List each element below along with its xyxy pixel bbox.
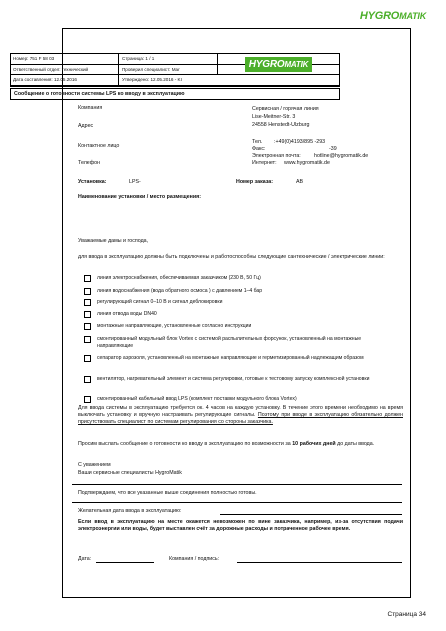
time-text: Для ввода системы в эксплуатацию требуется ок. 4 часов на каждую установку. В течение этого времени необходимо на время выключать установку и вручную настраивать регулирующие сигналы. [78,405,403,418]
header-department: Ответственный отдел: технический [11,65,119,75]
divider [72,484,402,485]
date-field[interactable] [96,562,154,563]
header-logo [217,54,339,75]
service-web-label: Интернет: [252,160,277,166]
signature-label: Компания / подпись: [169,556,220,562]
service-email: hotline@hygromatik.de [314,153,369,159]
request-paragraph [78,441,403,448]
regards: С уважением [78,462,111,468]
checkbox-drain[interactable] [84,311,91,318]
checkbox-vortex[interactable] [84,336,91,343]
desired-date-field[interactable] [220,514,402,515]
service-tel: :+49(0)4193/895 -293 [274,139,326,145]
header-page: Страница: 1 / 1 [122,56,155,61]
checkbox-power[interactable] [84,275,91,282]
time-paragraph [78,405,403,426]
confirm-text: Подтверждаем, что все указанные выше соединения полностью готовы. [78,490,257,496]
service-email-label: Электронная почта: [252,153,301,159]
check-item-drain: линия отвода воды DN40 [97,311,157,317]
document-header-table [10,53,340,87]
header-logo-mark [245,57,312,72]
address-label: Адрес [78,123,94,129]
check-item-vortex: смонтированный модульный блок Vortex с системой распылительных форсунок, установленный на монтажные направляющие [97,336,362,349]
brand-logo-part2: MATIK [399,11,426,21]
phone-label: Телефон [78,160,100,166]
check-item-signal: регулирующий сигнал 0–10 В и сигнал деблокировки [97,299,223,305]
service-city: 24558 Henstedt-Ulzburg [252,122,310,128]
header-approved: Утверждено: 12.05.2016 - KI [122,77,182,82]
intro-text: для ввода в эксплуатацию должны быть подключены и работоспособны следующие сантехнические / электрические линии: [78,254,385,260]
page-number: Страница 34 [387,611,426,618]
service-web: www.hygromatik.de [284,160,330,166]
header-row [11,75,339,86]
warning-text: Если ввод в эксплуатацию на месте окажется невозможен по вине заказчика, например, из-за отсутствия подачи электроэнергии или воды, будет выставлен счёт за дорожные расходы и потраченное рабочее время. [78,519,403,532]
checkbox-water[interactable] [84,288,91,295]
header-created-date: Дата составления: 12.05.2016 [11,75,119,85]
check-item-cable: смонтированный кабельный ввод LPS (комплект поставки модульного блока Vortex) [97,396,297,402]
request-text-end: до даты ввода. [337,441,375,447]
service-tel-label: Тел. [252,139,263,145]
desired-date-label: Желательная дата ввода в эксплуатацию: [78,508,182,514]
time-text-underlined: Поэтому при вводе в эксплуатацию обязательно должен присутствовать специалист по системам регулирования со стороны заказчика. [78,411,403,425]
signature-field[interactable] [237,562,402,563]
checkbox-signal[interactable] [84,299,91,306]
check-item-fan: вентилятор, нагревательный элемент и система регулировки, готовые к тестовому запуску комплексной установки [97,376,370,382]
header-logo-part2: MATIK [284,60,309,69]
check-item-separator: сепаратор аэрозоля, установленный на монтажные направляющие и герметизированный надлежащим образом [97,355,364,361]
order-value: AB [296,179,304,185]
request-text: Просим выслать сообщение о готовности ко вводу в эксплуатацию по возможности за [78,441,291,447]
contact-label: Контактное лицо [78,143,120,149]
date-label: Дата: [78,556,92,562]
request-days: 10 рабочих дней [292,441,336,447]
check-item-water: линия водоснабжения (вода обратного осмоса ) с давлением 1–4 бар [97,288,263,294]
checkbox-fan[interactable] [84,376,91,383]
header-checked-by: Проверил специалист: Mar [122,66,180,72]
install-value: LPS- [129,179,141,185]
site-label: Наименование установки / место размещения: [78,194,201,200]
header-logo-part1: HYGRO [248,59,285,70]
service-street: Lise-Meitner-Str. 3 [252,114,296,120]
service-fax: -39 [329,146,337,152]
brand-logo-part1: HYGRO [359,10,400,22]
header-number: Номер: 751 F 58 03 [11,54,119,64]
service-fax-label: Факс: [252,146,266,152]
service-name: Сервисная / горячая линия [252,106,319,112]
checkbox-separator[interactable] [84,355,91,362]
order-label: Номер заказа: [236,179,274,185]
document-title: Сообщение о готовности системы LPS ко вводу в эксплуатацию [10,88,340,100]
greeting: Уважаемые дамы и господа, [78,238,149,244]
check-item-power: линия электроснабжения, обеспечиваемая заказчиком (230 В, 50 Гц) [97,275,261,281]
checkbox-cable[interactable] [84,396,91,403]
divider [72,502,402,503]
check-item-rails: монтажные направляющие, установленные согласно инструкции [97,323,252,329]
install-label: Установка: [78,179,107,185]
brand-logo [360,10,426,22]
company-label: Компания [78,105,103,111]
service-team: Ваши сервисные специалисты HygroMatik [78,470,182,476]
checkbox-rails[interactable] [84,323,91,330]
